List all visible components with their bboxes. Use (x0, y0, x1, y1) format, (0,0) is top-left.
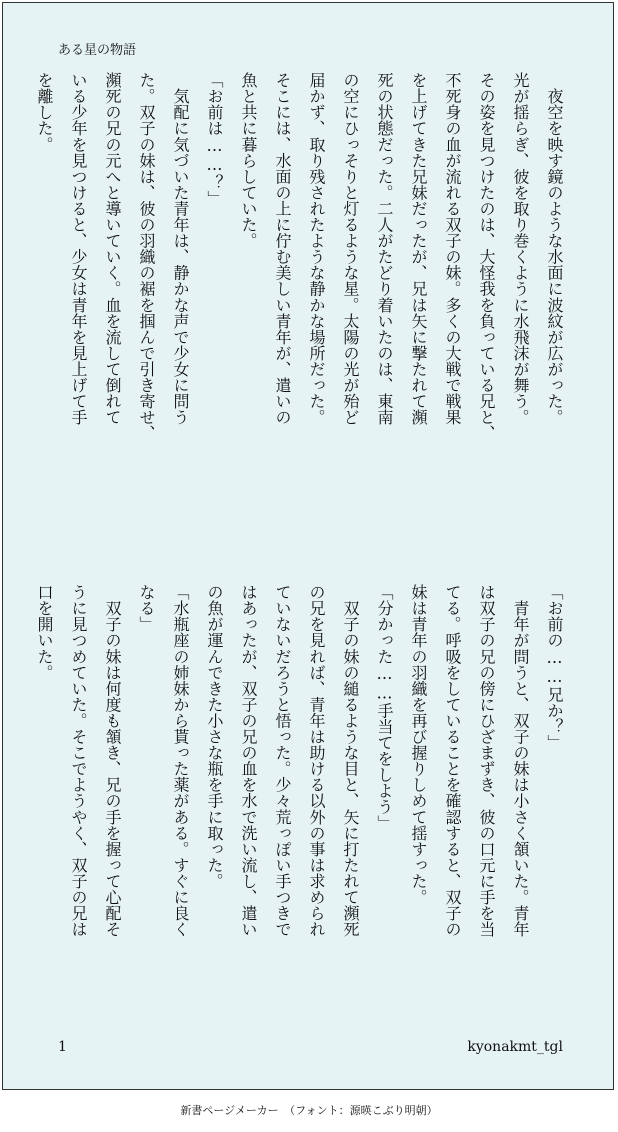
text-line: そこには、水面の上に佇む美しい青年が、遣いの (273, 72, 292, 426)
text-line: 双子の妹の縋るような目と、矢に打たれて瀕死 (341, 584, 360, 938)
text-line: てる。呼吸をしていることを確認すると、双子の (443, 584, 462, 938)
author-name: kyonakmt_tgl (467, 1039, 563, 1055)
text-line: 夜空を映す鏡のような水面に波紋が広がった。 (545, 72, 564, 426)
text-line: の魚が運んできた小さな瓶を手に取った。 (205, 584, 224, 889)
text-line: を上げてきた兄妹だったが、兄は矢に撃たれて瀕 (409, 72, 428, 426)
text-line: 光が揺らぎ、彼を取り巻くように水飛沫が舞う。 (511, 72, 530, 426)
text-line: 青年が問うと、双子の妹は小さく頷いた。青年 (511, 584, 530, 938)
text-line: 気配に気づいた青年は、静かな声で少女に問う (171, 72, 190, 426)
text-line: 不死身の血が流れる双子の妹。多くの大戦で戦果 (443, 72, 462, 426)
text-line: 「お前の……兄か？」 (545, 584, 564, 751)
text-line: 「水瓶座の姉妹から貰った薬がある。すぐに良く (171, 584, 190, 938)
text-line: の兄を見れば、青年は助ける以外の事は求められ (307, 584, 326, 938)
text-line: その姿を見つけたのは、大怪我を負っている兄と、 (477, 72, 496, 442)
text-line: 「お前は……？」 (205, 72, 224, 207)
text-line: なる」 (137, 584, 156, 633)
text-line: を離した。 (35, 72, 54, 153)
book-title: ある星の物語 (58, 43, 137, 58)
text-line: いる少年を見つけると、少女は青年を見上げて手 (69, 72, 88, 426)
text-line: はあったが、双子の兄の血を水で洗い流し、遣い (239, 584, 258, 938)
page-number: 1 (58, 1039, 67, 1055)
text-line: うに見つめていた。そこでようやく、双子の兄は (69, 584, 88, 938)
text-line: は双子の兄の傍にひざまずき、彼の口元に手を当 (477, 584, 496, 938)
text-line: の空にひっそりと灯るような星。太陽の光が殆ど (341, 72, 360, 426)
text-line: 妹は青年の羽織を再び握りしめて揺すった。 (409, 584, 428, 905)
text-block-bottom (27, 584, 571, 1004)
credit-caption: 新書ページメーカー （フォント：源暎こぶり明朝） (180, 1104, 438, 1117)
text-line: 瀕死の兄の元へと導いていく。血を流して倒れて (103, 72, 122, 426)
text-line: 「分かった……手当てをしよう」 (375, 584, 394, 831)
text-block-top (27, 72, 571, 542)
text-line: 死の状態だった。二人がたどり着いたのは、東南 (375, 72, 394, 426)
text-line: た。双子の妹は、彼の羽織の裾を掴んで引き寄せ、 (137, 72, 156, 442)
text-line: ていないだろうと悟った。少々荒っぽい手つきで (273, 584, 292, 938)
text-line: 双子の妹は何度も頷き、兄の手を握って心配そ (103, 584, 122, 938)
book-page (2, 2, 614, 1090)
text-line: 届かず、取り残されたような静かな場所だった。 (307, 72, 326, 426)
text-line: 口を開いた。 (35, 584, 54, 681)
text-line: 魚と共に暮らしていた。 (239, 72, 258, 249)
